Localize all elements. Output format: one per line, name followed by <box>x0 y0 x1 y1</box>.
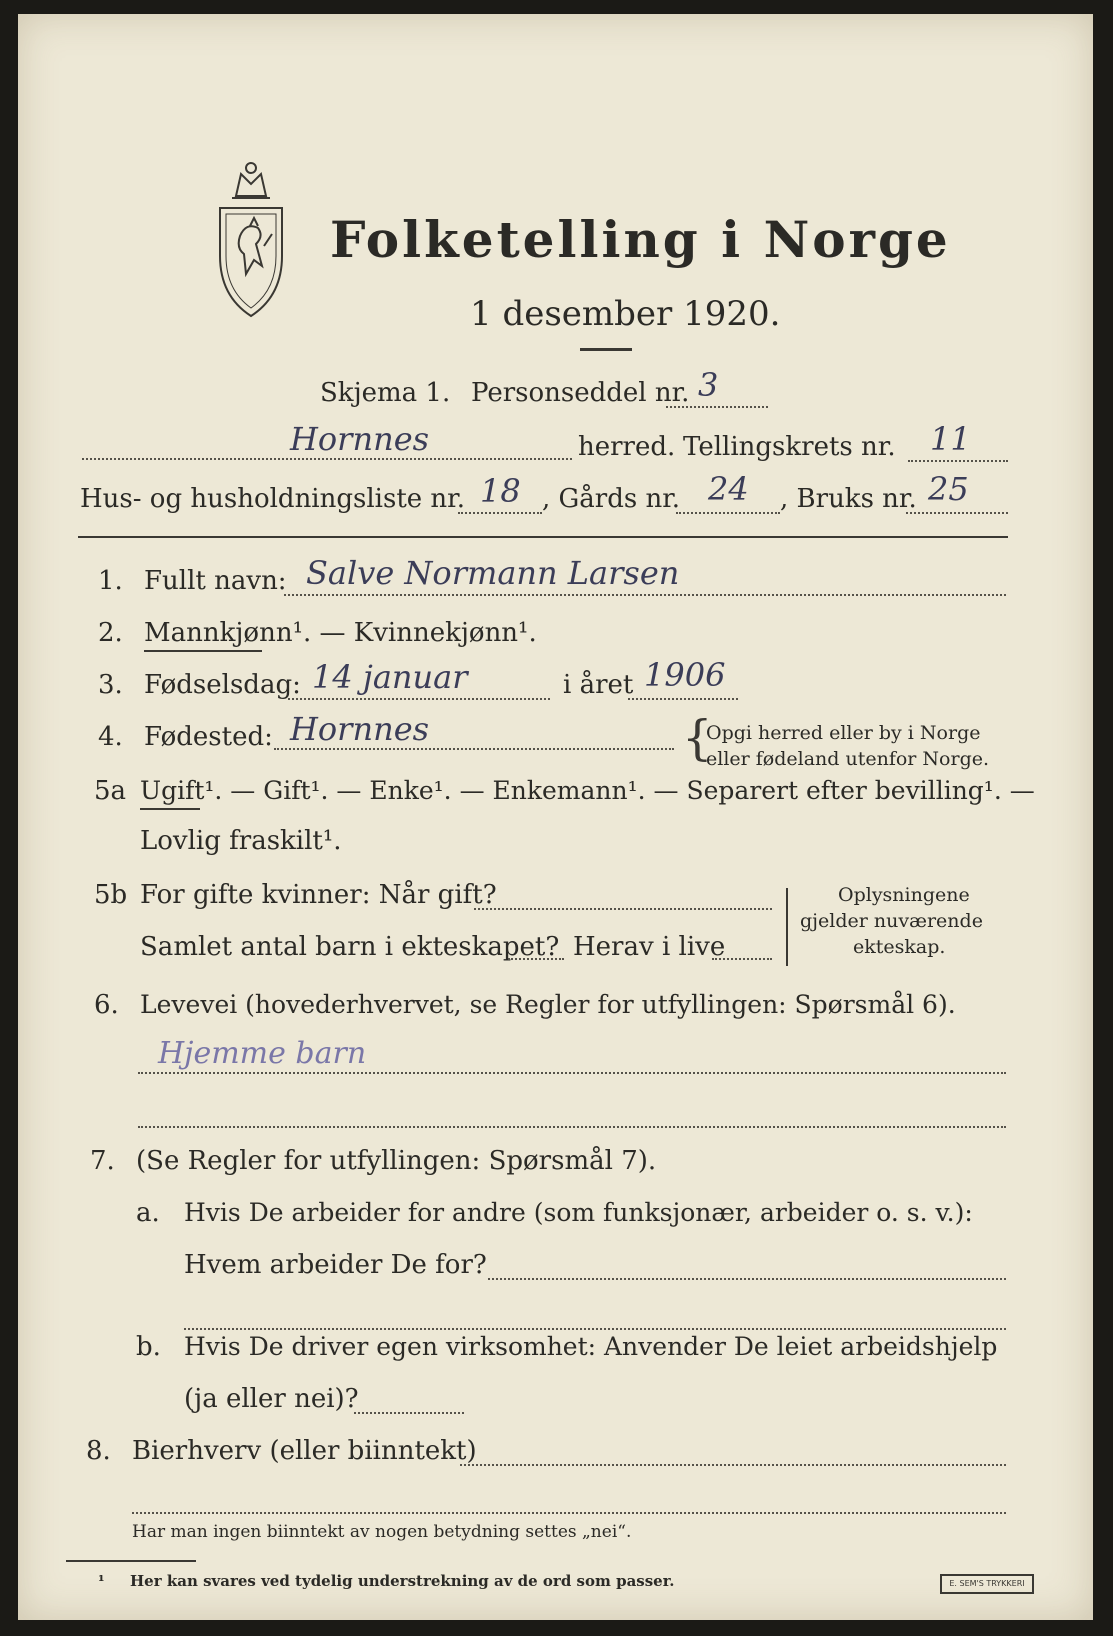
husholdningsliste-label: Hus- og husholdningsliste nr. <box>80 484 466 514</box>
bruks-value: 25 <box>928 470 969 508</box>
q7a-line1: Hvis De arbeider for andre (som funksjonær, arbeider o. s. v.): <box>184 1198 973 1227</box>
gender-options[interactable]: Mannkjønn¹. — Kvinnekjønn¹. <box>144 618 537 648</box>
q1-number: 1. <box>98 566 123 596</box>
birthdate-value: 14 januar <box>312 658 468 696</box>
birthplace-note-line2: eller fødeland utenfor Norge. <box>706 748 990 770</box>
herred-label: herred. <box>578 432 676 462</box>
hired-help-field[interactable] <box>354 1412 464 1414</box>
title-divider <box>580 348 632 351</box>
q4-number: 4. <box>98 722 123 752</box>
q8-note: Har man ingen biinntekt av nogen betydning settes „nei“. <box>132 1522 632 1542</box>
q5b-note-line1: Oplysningene <box>838 884 970 906</box>
herred-value: Hornnes <box>290 420 430 458</box>
q3-number: 3. <box>98 670 123 700</box>
husholdningsliste-field[interactable] <box>458 512 542 514</box>
children-count-field[interactable] <box>508 958 564 960</box>
gards-value: 24 <box>708 470 749 508</box>
birthplace-note-line1: Opgi herred eller by i Norge <box>706 722 981 744</box>
side-income-field-2[interactable] <box>132 1512 1006 1514</box>
q4-label: Fødested: <box>144 722 273 752</box>
occupation-field-2[interactable] <box>138 1126 1006 1128</box>
mannkjonn-underline <box>144 650 262 652</box>
herred-field[interactable] <box>82 458 572 460</box>
occupation-field-1[interactable] <box>138 1072 1006 1074</box>
q5b-note-line2: gjelder nuværende <box>800 910 983 932</box>
married-date-field[interactable] <box>474 908 772 910</box>
employer-field-1[interactable] <box>488 1278 1006 1280</box>
q8-number: 8. <box>86 1436 111 1466</box>
q7b-number: b. <box>136 1332 161 1362</box>
footnote-text: Her kan svares ved tydelig understrekning av de ord som passer. <box>130 1572 675 1590</box>
printer-stamp-text: E. SEM'S TRYKKERI <box>949 1579 1025 1588</box>
tellingskrets-label: Tellingskrets nr. <box>683 432 896 462</box>
schema-label: Skjema 1. <box>320 378 451 408</box>
q5b-note-divider <box>786 888 788 966</box>
q5b-children-label: Samlet antal barn i ekteskapet? <box>140 932 560 962</box>
q3-label: Fødselsdag: <box>144 670 301 700</box>
q7-number: 7. <box>90 1146 115 1176</box>
children-alive-field[interactable] <box>712 958 772 960</box>
footnote-mark: ¹ <box>98 1572 105 1590</box>
birth-year-label: i året <box>563 670 634 700</box>
norwegian-coat-of-arms-icon <box>206 156 296 324</box>
birthplace-note-brace: { <box>682 710 713 766</box>
q7a-line2: Hvem arbeider De for? <box>184 1250 487 1280</box>
tellingskrets-value: 11 <box>930 420 971 458</box>
personseddel-label: Personseddel nr. <box>471 378 690 408</box>
personseddel-field[interactable] <box>666 406 768 408</box>
employer-field-2[interactable] <box>184 1328 1006 1330</box>
husholdningsliste-value: 18 <box>480 472 521 510</box>
form-title: Folketelling i Norge <box>330 210 951 269</box>
q6-number: 6. <box>94 990 119 1020</box>
q7b-line2: (ja eller nei)? <box>184 1384 359 1414</box>
tellingskrets-field[interactable] <box>908 460 1008 462</box>
q5a-number: 5a <box>94 776 127 806</box>
marital-status-options-2[interactable]: Lovlig fraskilt¹. <box>140 826 342 856</box>
q5b-alive-label: Herav i live <box>573 932 726 962</box>
bruks-label: , Bruks nr. <box>780 484 917 514</box>
full-name-field[interactable] <box>284 594 1006 596</box>
printer-stamp <box>940 1574 1034 1594</box>
q5b-married-label: For gifte kvinner: Når gift? <box>140 880 497 910</box>
q7-label: (Se Regler for utfyllingen: Spørsmål 7). <box>136 1146 657 1176</box>
personseddel-value: 3 <box>698 366 719 404</box>
occupation-value: Hjemme barn <box>158 1036 367 1071</box>
q1-label: Fullt navn: <box>144 566 287 596</box>
q5b-number: 5b <box>94 880 128 910</box>
birthplace-value: Hornnes <box>290 710 430 748</box>
q5b-note-line3: ekteskap. <box>853 936 946 958</box>
header-divider <box>78 536 1008 538</box>
ugift-underline <box>140 808 200 810</box>
census-form-page <box>18 14 1093 1620</box>
birthplace-field[interactable] <box>274 748 674 750</box>
full-name-value: Salve Normann Larsen <box>306 554 680 592</box>
footnote-divider <box>66 1560 196 1562</box>
q6-label: Levevei (hovederhvervet, se Regler for utfyllingen: Spørsmål 6). <box>140 990 956 1019</box>
birth-year-value: 1906 <box>644 656 726 694</box>
q7b-line1: Hvis De driver egen virksomhet: Anvender De leiet arbeidshjelp <box>184 1332 998 1361</box>
gards-field[interactable] <box>676 512 780 514</box>
marital-status-options[interactable]: Ugift¹. — Gift¹. — Enke¹. — Enkemann¹. — Separert efter bevilling¹. — <box>140 776 1035 805</box>
bruks-field[interactable] <box>906 512 1008 514</box>
q8-label: Bierhverv (eller biinntekt) <box>132 1436 477 1466</box>
gards-label: , Gårds nr. <box>542 484 681 514</box>
birthdate-field[interactable] <box>288 698 550 700</box>
side-income-field-1[interactable] <box>460 1464 1006 1466</box>
census-date: 1 desember 1920. <box>470 294 781 334</box>
q2-number: 2. <box>98 618 123 648</box>
q7a-number: a. <box>136 1198 160 1228</box>
birth-year-field[interactable] <box>628 698 738 700</box>
